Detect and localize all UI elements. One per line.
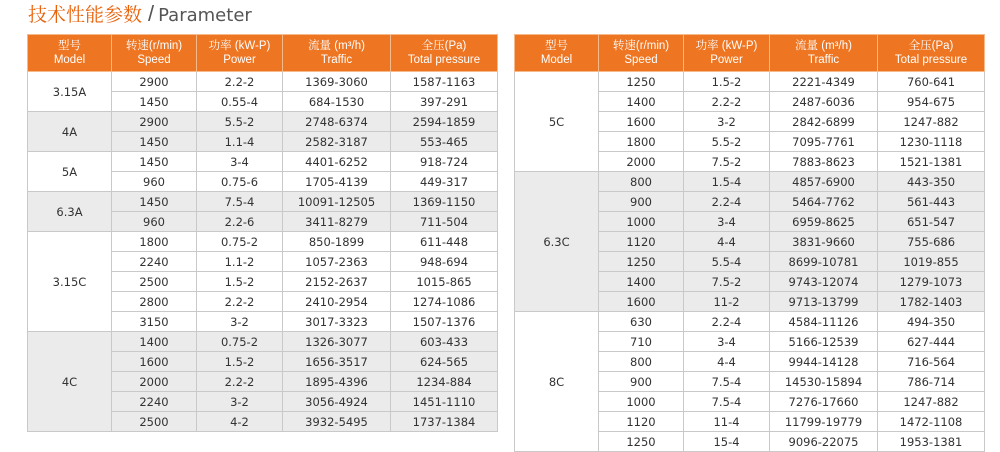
speed-cell: 2800 xyxy=(112,292,197,312)
pressure-cell: 1953-1381 xyxy=(878,432,985,452)
table-header xyxy=(515,35,985,72)
power-cell: 5.5-4 xyxy=(684,252,770,272)
speed-cell: 710 xyxy=(599,332,684,352)
power-cell: 4-4 xyxy=(684,232,770,252)
page-title xyxy=(28,0,252,24)
speed-cell: 1800 xyxy=(112,232,197,252)
power-cell: 2.2-6 xyxy=(197,212,283,232)
speed-cell: 2000 xyxy=(112,372,197,392)
pressure-cell: 1737-1384 xyxy=(391,412,498,432)
power-cell: 4-4 xyxy=(684,352,770,372)
power-cell: 2.2-2 xyxy=(197,292,283,312)
power-cell: 11-4 xyxy=(684,412,770,432)
traffic-cell: 3411-8279 xyxy=(283,212,391,232)
traffic-cell: 2748-6374 xyxy=(283,112,391,132)
model-cell: 4A xyxy=(28,112,112,152)
speed-cell: 2500 xyxy=(112,412,197,432)
header-label-en: Total pressure xyxy=(894,54,968,66)
traffic-cell: 684-1530 xyxy=(283,92,391,112)
traffic-cell: 10091-12505 xyxy=(283,192,391,212)
speed-cell: 1250 xyxy=(599,72,684,92)
traffic-cell: 14530-15894 xyxy=(770,372,878,392)
speed-cell: 960 xyxy=(112,212,197,232)
traffic-cell: 2152-2637 xyxy=(283,272,391,292)
traffic-cell: 9743-12074 xyxy=(770,272,878,292)
model-cell: 5A xyxy=(28,152,112,192)
header-traffic xyxy=(770,35,878,72)
power-cell: 7.5-4 xyxy=(197,192,283,212)
table-row xyxy=(28,112,498,132)
traffic-cell: 9944-14128 xyxy=(770,352,878,372)
header-model xyxy=(28,35,112,72)
parameter-table-right xyxy=(514,34,985,452)
speed-cell: 1450 xyxy=(112,92,197,112)
model-cell: 8C xyxy=(515,312,599,452)
speed-cell: 900 xyxy=(599,372,684,392)
traffic-cell: 8699-10781 xyxy=(770,252,878,272)
title-english: Parameter xyxy=(158,5,252,26)
traffic-cell: 1895-4396 xyxy=(283,372,391,392)
power-cell: 2.2-2 xyxy=(197,72,283,92)
pressure-cell: 1230-1118 xyxy=(878,132,985,152)
table-row xyxy=(28,192,498,212)
header-label-en: Speed xyxy=(624,54,658,66)
pressure-cell: 2594-1859 xyxy=(391,112,498,132)
traffic-cell: 850-1899 xyxy=(283,232,391,252)
header-row xyxy=(28,35,498,72)
traffic-cell: 1705-4139 xyxy=(283,172,391,192)
header-label-cn: 全压(Pa) xyxy=(421,40,467,52)
pressure-cell: 1279-1073 xyxy=(878,272,985,292)
pressure-cell: 711-504 xyxy=(391,212,498,232)
header-label-cn: 流量 (m³/h) xyxy=(795,40,852,52)
speed-cell: 1600 xyxy=(112,352,197,372)
pressure-cell: 716-564 xyxy=(878,352,985,372)
power-cell: 1.5-2 xyxy=(197,272,283,292)
power-cell: 7.5-4 xyxy=(684,372,770,392)
traffic-cell: 9096-22075 xyxy=(770,432,878,452)
table-row xyxy=(28,332,498,352)
power-cell: 7.5-2 xyxy=(684,152,770,172)
traffic-cell: 1656-3517 xyxy=(283,352,391,372)
pressure-cell: 624-565 xyxy=(391,352,498,372)
speed-cell: 800 xyxy=(599,352,684,372)
power-cell: 1.1-2 xyxy=(197,252,283,272)
pressure-cell: 1521-1381 xyxy=(878,152,985,172)
table-row xyxy=(515,312,985,332)
power-cell: 11-2 xyxy=(684,292,770,312)
header-pressure xyxy=(391,35,498,72)
traffic-cell: 3932-5495 xyxy=(283,412,391,432)
speed-cell: 1600 xyxy=(599,112,684,132)
title-chinese: 技术性能参数 xyxy=(28,4,143,26)
pressure-cell: 918-724 xyxy=(391,152,498,172)
power-cell: 15-4 xyxy=(684,432,770,452)
table-header xyxy=(28,35,498,72)
header-label-cn: 转速(r/min) xyxy=(612,40,670,52)
header-label-en: Power xyxy=(710,54,743,66)
speed-cell: 3150 xyxy=(112,312,197,332)
traffic-cell: 2410-2954 xyxy=(283,292,391,312)
power-cell: 3-4 xyxy=(197,152,283,172)
traffic-cell: 5166-12539 xyxy=(770,332,878,352)
power-cell: 3-4 xyxy=(684,332,770,352)
pressure-cell: 1472-1108 xyxy=(878,412,985,432)
header-label-cn: 流量 (m³/h) xyxy=(308,40,365,52)
model-cell: 6.3C xyxy=(515,172,599,312)
pressure-cell: 1369-1150 xyxy=(391,192,498,212)
pressure-cell: 553-465 xyxy=(391,132,498,152)
table-row xyxy=(28,72,498,92)
table-row xyxy=(28,232,498,252)
header-label-en: Model xyxy=(540,54,573,66)
pressure-cell: 1247-882 xyxy=(878,112,985,132)
header-label-en: Power xyxy=(223,54,256,66)
speed-cell: 1450 xyxy=(112,132,197,152)
speed-cell: 900 xyxy=(599,192,684,212)
speed-cell: 1600 xyxy=(599,292,684,312)
pressure-cell: 1782-1403 xyxy=(878,292,985,312)
power-cell: 7.5-2 xyxy=(684,272,770,292)
speed-cell: 1000 xyxy=(599,212,684,232)
speed-cell: 1250 xyxy=(599,432,684,452)
table-row xyxy=(515,72,985,92)
header-power xyxy=(684,35,770,72)
power-cell: 1.5-4 xyxy=(684,172,770,192)
power-cell: 3-4 xyxy=(684,212,770,232)
table-body xyxy=(28,72,498,432)
power-cell: 5.5-2 xyxy=(197,112,283,132)
header-label-cn: 型号 xyxy=(545,40,568,52)
header-label-cn: 功率 (kW-P) xyxy=(695,40,758,52)
speed-cell: 1120 xyxy=(599,232,684,252)
traffic-cell: 4584-11126 xyxy=(770,312,878,332)
pressure-cell: 494-350 xyxy=(878,312,985,332)
title-separator: / xyxy=(148,1,155,26)
speed-cell: 1450 xyxy=(112,152,197,172)
pressure-cell: 1274-1086 xyxy=(391,292,498,312)
power-cell: 3-2 xyxy=(197,392,283,412)
pressure-cell: 443-350 xyxy=(878,172,985,192)
speed-cell: 1400 xyxy=(599,272,684,292)
speed-cell: 1400 xyxy=(599,92,684,112)
speed-cell: 2500 xyxy=(112,272,197,292)
traffic-cell: 4857-6900 xyxy=(770,172,878,192)
pressure-cell: 1234-884 xyxy=(391,372,498,392)
pressure-cell: 954-675 xyxy=(878,92,985,112)
traffic-cell: 5464-7762 xyxy=(770,192,878,212)
pressure-cell: 603-433 xyxy=(391,332,498,352)
power-cell: 2.2-2 xyxy=(684,92,770,112)
header-speed xyxy=(599,35,684,72)
table-row xyxy=(28,152,498,172)
pressure-cell: 786-714 xyxy=(878,372,985,392)
traffic-cell: 7276-17660 xyxy=(770,392,878,412)
header-label-cn: 全压(Pa) xyxy=(908,40,954,52)
power-cell: 0.55-4 xyxy=(197,92,283,112)
header-speed xyxy=(112,35,197,72)
power-cell: 3-2 xyxy=(197,312,283,332)
traffic-cell: 4401-6252 xyxy=(283,152,391,172)
traffic-cell: 1326-3077 xyxy=(283,332,391,352)
traffic-cell: 2487-6036 xyxy=(770,92,878,112)
traffic-cell: 2582-3187 xyxy=(283,132,391,152)
power-cell: 4-2 xyxy=(197,412,283,432)
power-cell: 0.75-2 xyxy=(197,232,283,252)
traffic-cell: 6959-8625 xyxy=(770,212,878,232)
table-row xyxy=(515,172,985,192)
speed-cell: 2900 xyxy=(112,112,197,132)
power-cell: 0.75-2 xyxy=(197,332,283,352)
pressure-cell: 755-686 xyxy=(878,232,985,252)
traffic-cell: 2221-4349 xyxy=(770,72,878,92)
traffic-cell: 11799-19779 xyxy=(770,412,878,432)
pressure-cell: 611-448 xyxy=(391,232,498,252)
speed-cell: 960 xyxy=(112,172,197,192)
power-cell: 1.5-2 xyxy=(684,72,770,92)
header-label-cn: 型号 xyxy=(58,40,81,52)
pressure-cell: 627-444 xyxy=(878,332,985,352)
speed-cell: 1450 xyxy=(112,192,197,212)
header-traffic xyxy=(283,35,391,72)
header-label-cn: 转速(r/min) xyxy=(125,40,183,52)
power-cell: 2.2-4 xyxy=(684,312,770,332)
power-cell: 7.5-4 xyxy=(684,392,770,412)
speed-cell: 800 xyxy=(599,172,684,192)
model-cell: 3.15A xyxy=(28,72,112,112)
pressure-cell: 1247-882 xyxy=(878,392,985,412)
table-body xyxy=(515,72,985,452)
pressure-cell: 1019-855 xyxy=(878,252,985,272)
traffic-cell: 3017-3323 xyxy=(283,312,391,332)
power-cell: 2.2-2 xyxy=(197,372,283,392)
speed-cell: 2000 xyxy=(599,152,684,172)
model-cell: 6.3A xyxy=(28,192,112,232)
speed-cell: 2240 xyxy=(112,252,197,272)
pressure-cell: 760-641 xyxy=(878,72,985,92)
header-label-en: Model xyxy=(53,54,86,66)
header-pressure xyxy=(878,35,985,72)
model-cell: 4C xyxy=(28,332,112,432)
power-cell: 5.5-2 xyxy=(684,132,770,152)
pressure-cell: 561-443 xyxy=(878,192,985,212)
speed-cell: 630 xyxy=(599,312,684,332)
pressure-cell: 651-547 xyxy=(878,212,985,232)
pressure-cell: 1015-865 xyxy=(391,272,498,292)
traffic-cell: 1369-3060 xyxy=(283,72,391,92)
header-label-en: Traffic xyxy=(320,54,353,66)
pressure-cell: 1507-1376 xyxy=(391,312,498,332)
power-cell: 1.5-2 xyxy=(197,352,283,372)
traffic-cell: 7095-7761 xyxy=(770,132,878,152)
traffic-cell: 3831-9660 xyxy=(770,232,878,252)
pressure-cell: 1587-1163 xyxy=(391,72,498,92)
model-cell: 3.15C xyxy=(28,232,112,332)
traffic-cell: 7883-8623 xyxy=(770,152,878,172)
power-cell: 1.1-4 xyxy=(197,132,283,152)
header-label-cn: 功率 (kW-P) xyxy=(208,40,271,52)
power-cell: 2.2-4 xyxy=(684,192,770,212)
header-label-en: Traffic xyxy=(807,54,840,66)
header-row xyxy=(515,35,985,72)
power-cell: 0.75-6 xyxy=(197,172,283,192)
speed-cell: 1800 xyxy=(599,132,684,152)
traffic-cell: 3056-4924 xyxy=(283,392,391,412)
header-label-en: Speed xyxy=(137,54,171,66)
pressure-cell: 1451-1110 xyxy=(391,392,498,412)
traffic-cell: 1057-2363 xyxy=(283,252,391,272)
parameter-table-left xyxy=(27,34,498,432)
pressure-cell: 449-317 xyxy=(391,172,498,192)
header-model xyxy=(515,35,599,72)
model-cell: 5C xyxy=(515,72,599,172)
traffic-cell: 2842-6899 xyxy=(770,112,878,132)
power-cell: 3-2 xyxy=(684,112,770,132)
traffic-cell: 9713-13799 xyxy=(770,292,878,312)
speed-cell: 1120 xyxy=(599,412,684,432)
header-power xyxy=(197,35,283,72)
pressure-cell: 397-291 xyxy=(391,92,498,112)
speed-cell: 1000 xyxy=(599,392,684,412)
header-label-en: Total pressure xyxy=(407,54,481,66)
speed-cell: 1400 xyxy=(112,332,197,352)
speed-cell: 1250 xyxy=(599,252,684,272)
speed-cell: 2240 xyxy=(112,392,197,412)
speed-cell: 2900 xyxy=(112,72,197,92)
pressure-cell: 948-694 xyxy=(391,252,498,272)
